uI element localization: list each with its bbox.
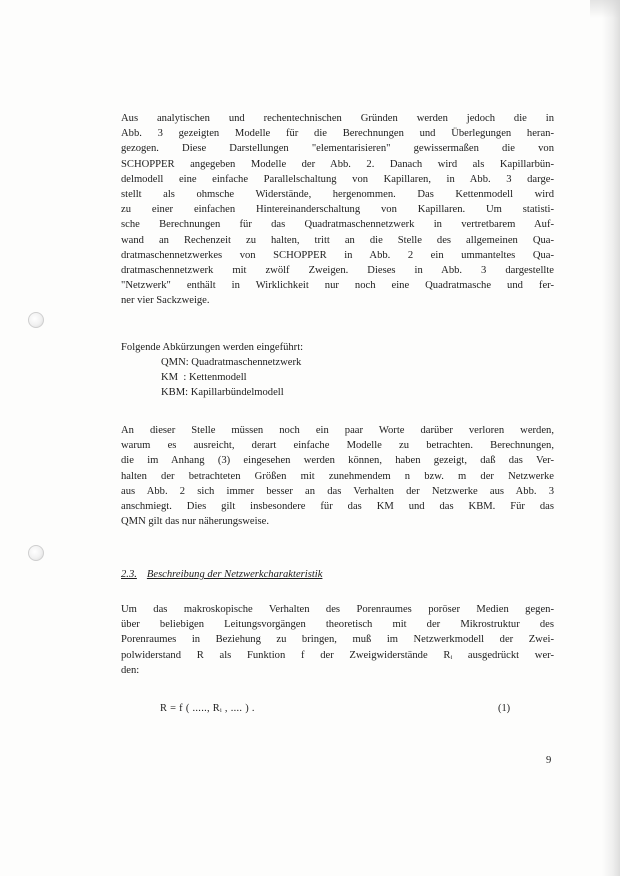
text-line: gezogen. Diese Darstellungen "elementarisieren" gewissermaßen die von [121, 143, 554, 155]
text-line: "Netzwerk" enthält in Wirklichkeit nur noch eine Quadratmasche und fer- [121, 280, 554, 292]
text-line: wand an Rechenzeit zu halten, tritt an die Stelle des allgemeinen Qua- [121, 234, 554, 246]
text-line: dratmaschennetzwerk mit zwölf Zweigen. Dieses in Abb. 3 dargestellte [121, 265, 554, 277]
text-line: dratmaschennetzwerkes von SCHOPPER in Abb. 2 ein ummanteltes Qua- [121, 249, 554, 261]
abbreviation-item: KM : Kettenmodell [161, 372, 247, 384]
page-number: 9 [546, 755, 552, 766]
text-line: QMN gilt das nur näherungsweise. [121, 516, 269, 528]
text-line: sche Berechnungen für das Quadratmaschennetzwerk in vertretbarem Auf- [121, 219, 554, 231]
text-line: Um das makroskopische Verhalten des Porenraumes poröser Medien gegen- [121, 604, 554, 615]
text-line: Aus analytischen und rechentechnischen Gründen werden jedoch die in [121, 113, 554, 124]
section-heading [121, 567, 322, 582]
section-title: Beschreibung der Netzwerkcharakteristik [146, 569, 323, 580]
text-line: delmodell eine einfache Parallelschaltung von Kapillaren, in Abb. 3 darge- [121, 173, 554, 185]
abbreviation-item: QMN: Quadratmaschennetzwerk [161, 357, 302, 368]
paragraph-justification [121, 423, 554, 529]
text-line: An dieser Stelle müssen noch ein paar Worte darüber verloren werden, [121, 425, 554, 436]
paragraph-models [121, 111, 554, 309]
text-line: SCHOPPER angegeben Modelle der Abb. 2. Danach wird als Kapillarbün- [121, 158, 554, 170]
text-line: warum es ausreicht, derart einfache Modelle zu betrachten. Berechnungen, [121, 440, 554, 452]
text-line: stellt als ohmsche Widerstände, hergenommen. Das Kettenmodell wird [121, 189, 554, 201]
text-line: polwiderstand R als Funktion f der Zweigwiderstände Rᵢ ausgedrückt wer- [121, 649, 554, 661]
punch-hole-lower [28, 545, 44, 561]
text-line: die im Anhang (3) eingesehen werden können, haben gezeigt, daß das Ver- [121, 455, 554, 467]
abbreviation-list [161, 355, 301, 401]
text-line: halten der betrachteten Größen mit zunehmendem n bzw. m der Netzwerke [121, 470, 554, 482]
equation-number: (1) [498, 703, 511, 714]
text-line: Porenraumes in Beziehung zu bringen, muß im Netzwerkmodell der Zwei- [121, 634, 554, 646]
text-line: anschmiegt. Dies gilt insbesondere für das KM und das KBM. Für das [121, 501, 554, 513]
section-number: 2.3. [121, 569, 137, 580]
equation: R = f ( ....., Rᵢ , .... ) . [160, 703, 255, 714]
page-edge-shadow [602, 0, 620, 876]
text-line: zu einer einfachen Hintereinanderschaltung von Kapillaren. Um statisti- [121, 204, 554, 216]
text-line: ner vier Sackzweige. [121, 295, 210, 307]
text-line: aus Abb. 2 sich immer besser an das Verhalten der Netzwerke aus Abb. 3 [121, 485, 554, 497]
abbreviation-item: KBM: Kapillarbündelmodell [161, 387, 284, 399]
abbreviations-intro [121, 340, 554, 355]
punch-hole-upper [28, 312, 44, 328]
text-line: den: [121, 664, 140, 676]
page-corner-shadow [590, 0, 620, 18]
paragraph-network-characteristics [121, 602, 554, 678]
text-line: über beliebigen Leitungsvorgängen theoretisch mit der Mikrostruktur des [121, 619, 554, 631]
text-line: Folgende Abkürzungen werden eingeführt: [121, 342, 304, 353]
text-line: Abb. 3 gezeigten Modelle für die Berechnungen und Überlegungen heran- [121, 128, 554, 140]
